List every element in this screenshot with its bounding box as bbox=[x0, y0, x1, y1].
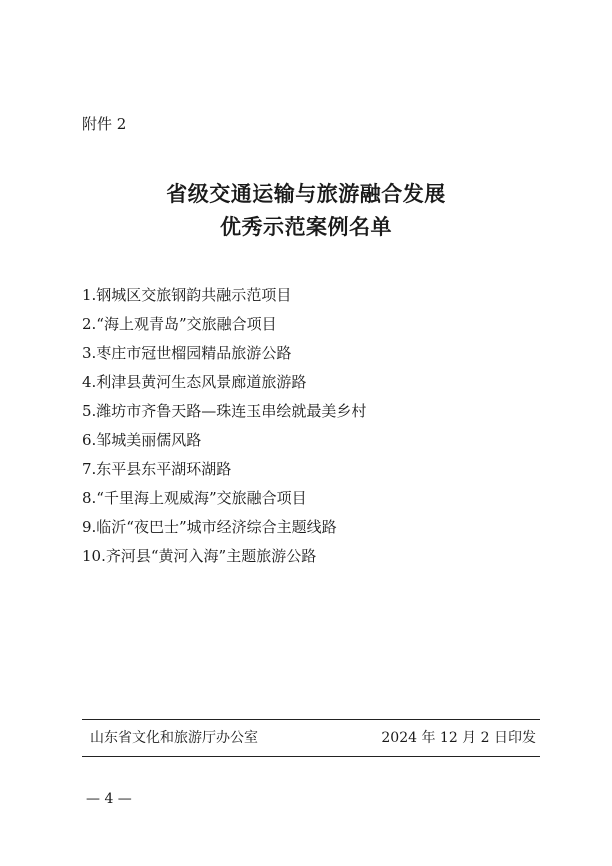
list-item: 7.东平县东平湖环湖路 bbox=[82, 460, 232, 478]
list-item: 4.利津县黄河生态风景廊道旅游路 bbox=[82, 373, 307, 391]
footer-rule-bottom bbox=[82, 756, 540, 757]
list-item: 8.“千里海上观威海”交旅融合项目 bbox=[82, 489, 307, 507]
list-item: 9.临沂“夜巴士”城市经济综合主题线路 bbox=[82, 518, 337, 536]
list-item: 5.潍坊市齐鲁天路—珠连玉串绘就最美乡村 bbox=[82, 402, 367, 420]
list-item: 1.钢城区交旅钢韵共融示范项目 bbox=[82, 286, 292, 304]
title-line-2: 优秀示范案例名单 bbox=[220, 215, 392, 239]
document-title bbox=[0, 178, 612, 244]
list-item: 2.“海上观青岛”交旅融合项目 bbox=[82, 315, 277, 333]
page-number: — 4 — bbox=[86, 791, 132, 807]
list-item: 10.齐河县“黄河入海”主题旅游公路 bbox=[82, 547, 317, 565]
footer-issuer: 山东省文化和旅游厅办公室 bbox=[90, 730, 258, 746]
attachment-label: 附件 2 bbox=[82, 115, 127, 133]
title-line-1: 省级交通运输与旅游融合发展 bbox=[166, 182, 446, 206]
case-list bbox=[82, 281, 366, 571]
list-item: 3.枣庄市冠世榴园精品旅游公路 bbox=[82, 344, 292, 362]
footer-issue-date: 2024 年 12 月 2 日印发 bbox=[381, 730, 536, 746]
footer-rule-top bbox=[82, 719, 540, 720]
list-item: 6.邹城美丽儒风路 bbox=[82, 431, 202, 449]
